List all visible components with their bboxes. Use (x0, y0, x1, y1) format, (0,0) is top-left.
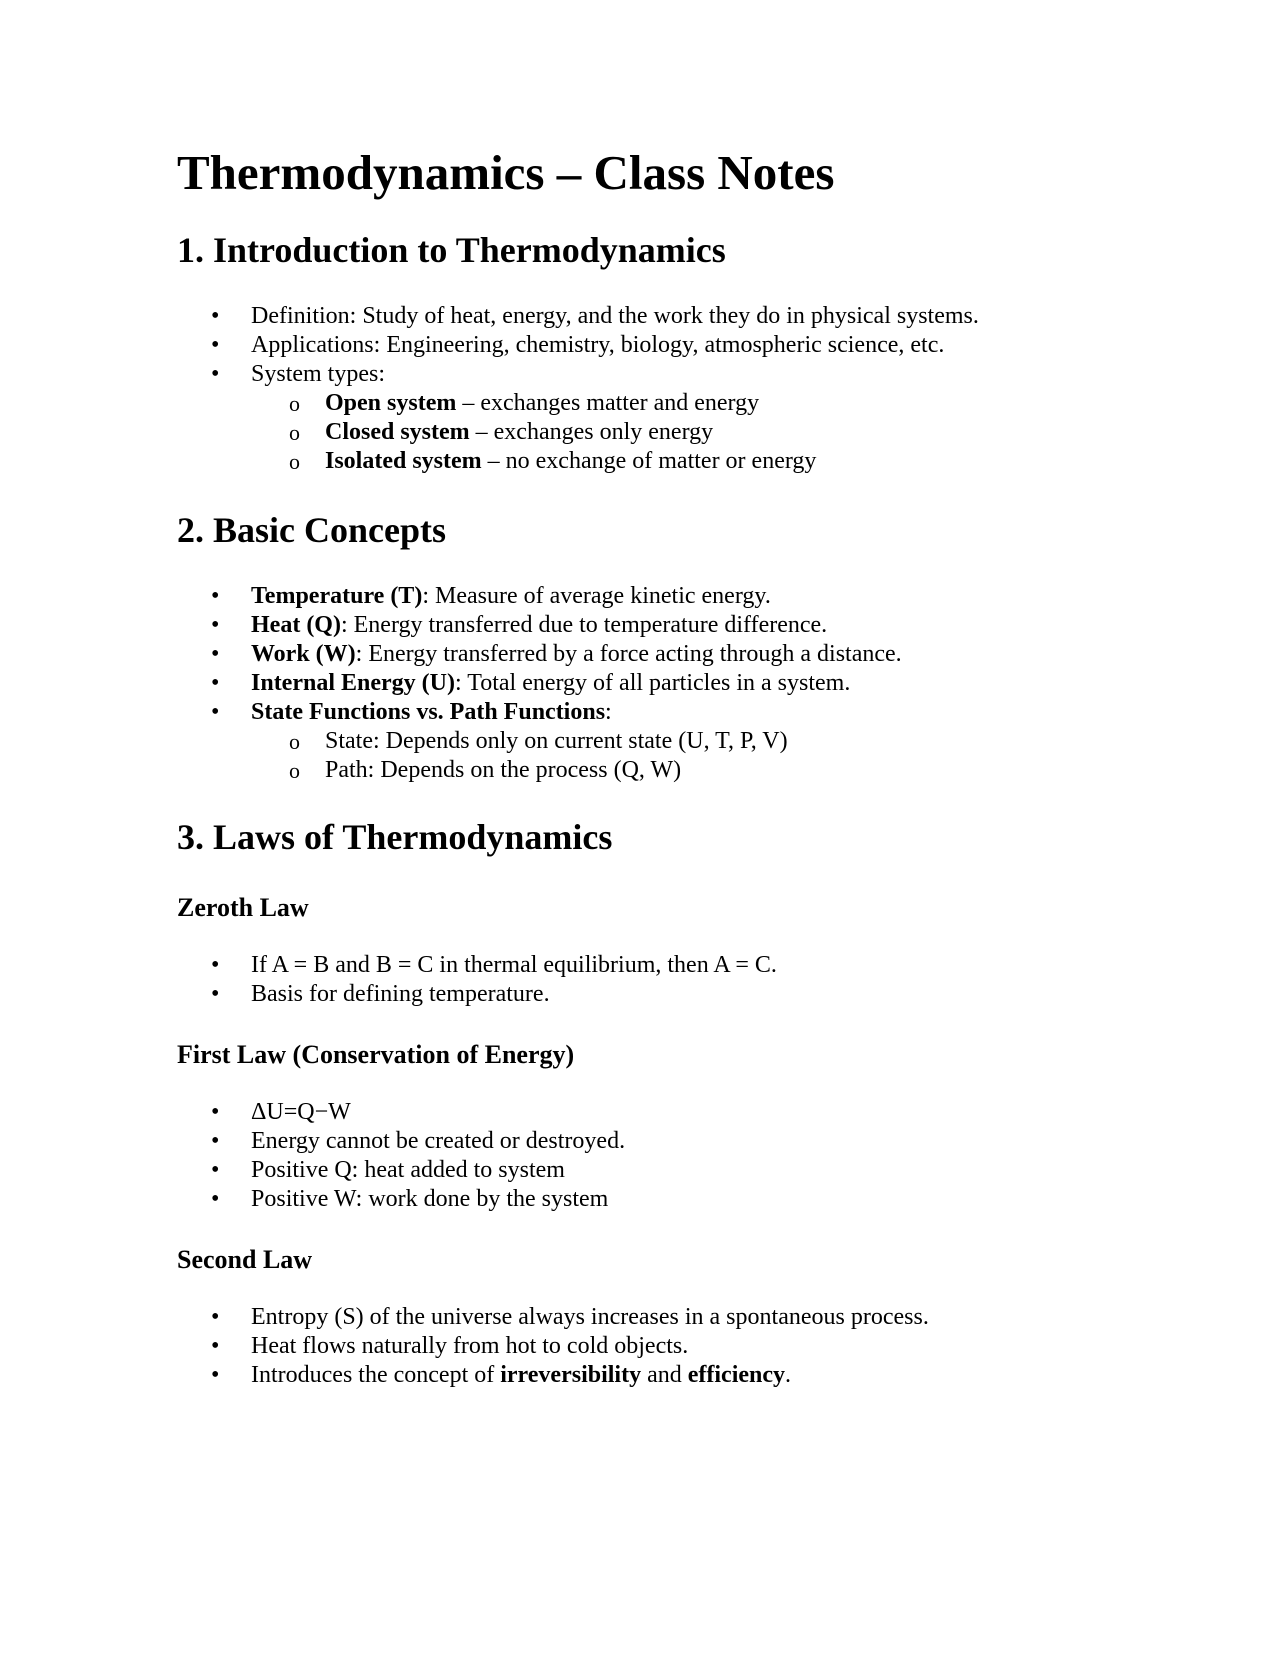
list-item (211, 1156, 1100, 1185)
list-item-text-prefix: Introduces the concept of (251, 1362, 501, 1388)
list-item-text: If A = B and B = C in thermal equilibrium, then A = C. (251, 952, 777, 978)
bullet-icon: • (211, 332, 220, 358)
term: State Functions vs. Path Functions (251, 699, 606, 725)
bullet-icon: • (211, 670, 220, 696)
sub-bullet-icon: o (289, 729, 300, 754)
sub-list-item (251, 418, 1026, 447)
term: Open system (325, 390, 457, 416)
sub-list-item (251, 447, 1026, 476)
section-heading-basic-concepts: 2. Basic Concepts (177, 510, 446, 550)
term-description: : Measure of average kinetic energy. (422, 583, 771, 609)
list-item-text: System types: (251, 361, 386, 387)
list-item (211, 360, 1100, 476)
sub-list-item (251, 389, 1026, 418)
list-item-text: Heat flows naturally from hot to cold objects. (251, 1333, 689, 1359)
list-item-text: Positive W: work done by the system (251, 1186, 609, 1212)
bullet-icon: • (211, 981, 220, 1007)
list-item (211, 698, 1100, 785)
term: Heat (Q) (251, 612, 341, 638)
list-item (211, 1098, 1100, 1127)
bullet-icon: • (211, 641, 220, 667)
bullet-icon: • (211, 1362, 220, 1388)
term-description: : Energy transferred by a force acting through a distance. (355, 641, 902, 667)
sub-list-item (251, 727, 1026, 756)
list-item (211, 331, 1100, 360)
bullet-icon: • (211, 1099, 220, 1125)
system-types-list (177, 389, 1026, 476)
list-item (211, 1185, 1100, 1214)
function-types-list (177, 727, 1026, 785)
bullet-icon: • (211, 1304, 220, 1330)
term-description: – exchanges matter and energy (456, 390, 760, 416)
basic-concepts-list (177, 582, 1100, 785)
list-item-text: Applications: Engineering, chemistry, biology, atmospheric science, etc. (251, 332, 945, 358)
term-description: – exchanges only energy (469, 419, 714, 445)
term: Closed system (325, 419, 470, 445)
term-irreversibility: irreversibility (500, 1362, 642, 1388)
bullet-icon: • (211, 1333, 220, 1359)
section-heading-introduction: 1. Introduction to Thermodynamics (177, 230, 726, 270)
term: Work (W) (251, 641, 356, 667)
sub-list-item-text: Path: Depends on the process (Q, W) (325, 757, 682, 783)
list-item-text: Definition: Study of heat, energy, and the work they do in physical systems. (251, 303, 979, 329)
bullet-icon: • (211, 1157, 220, 1183)
subsection-heading-second-law: Second Law (177, 1245, 313, 1274)
term: Internal Energy (U) (251, 670, 455, 696)
list-item (211, 980, 1100, 1009)
bullet-icon: • (211, 583, 220, 609)
list-item-text: Entropy (S) of the universe always increases in a spontaneous process. (251, 1304, 929, 1330)
term: Temperature (T) (251, 583, 423, 609)
zeroth-law-list (177, 951, 1100, 1009)
list-item-text-middle: and (641, 1362, 688, 1388)
term: Isolated system (325, 448, 482, 474)
list-item-text-suffix: . (785, 1362, 792, 1388)
list-item (211, 582, 1100, 611)
term-description: : (605, 699, 612, 725)
bullet-icon: • (211, 612, 220, 638)
term-description: : Energy transferred due to temperature difference. (340, 612, 828, 638)
second-law-list (177, 1303, 1100, 1390)
equation: ΔU=Q−W (251, 1099, 351, 1125)
term-efficiency: efficiency (687, 1362, 786, 1388)
bullet-icon: • (211, 699, 220, 725)
list-item (211, 1303, 1100, 1332)
list-item (211, 1127, 1100, 1156)
list-item (211, 302, 1100, 331)
list-item-text: Basis for defining temperature. (251, 981, 550, 1007)
bullet-icon: • (211, 1128, 220, 1154)
bullet-icon: • (211, 952, 220, 978)
list-item (211, 1361, 1100, 1390)
intro-list (177, 302, 1100, 476)
list-item-text: Energy cannot be created or destroyed. (251, 1128, 626, 1154)
first-law-list (177, 1098, 1100, 1214)
sub-list-item-text: State: Depends only on current state (U, T, P, V) (325, 728, 788, 754)
bullet-icon: • (211, 303, 220, 329)
sub-bullet-icon: o (289, 449, 300, 474)
bullet-icon: • (211, 1186, 220, 1212)
sub-bullet-icon: o (289, 758, 300, 783)
list-item (211, 669, 1100, 698)
sub-bullet-icon: o (289, 420, 300, 445)
list-item (211, 611, 1100, 640)
term-description: – no exchange of matter or energy (481, 448, 817, 474)
term-description: : Total energy of all particles in a system. (454, 670, 851, 696)
section-heading-laws: 3. Laws of Thermodynamics (177, 817, 613, 857)
list-item (211, 951, 1100, 980)
subsection-heading-zeroth-law: Zeroth Law (177, 893, 309, 922)
bullet-icon: • (211, 361, 220, 387)
list-item-text: Positive Q: heat added to system (251, 1157, 565, 1183)
list-item (211, 1332, 1100, 1361)
subsection-heading-first-law: First Law (Conservation of Energy) (177, 1040, 575, 1069)
page-title: Thermodynamics – Class Notes (177, 145, 835, 200)
sub-bullet-icon: o (289, 391, 300, 416)
list-item (211, 640, 1100, 669)
sub-list-item (251, 756, 1026, 785)
